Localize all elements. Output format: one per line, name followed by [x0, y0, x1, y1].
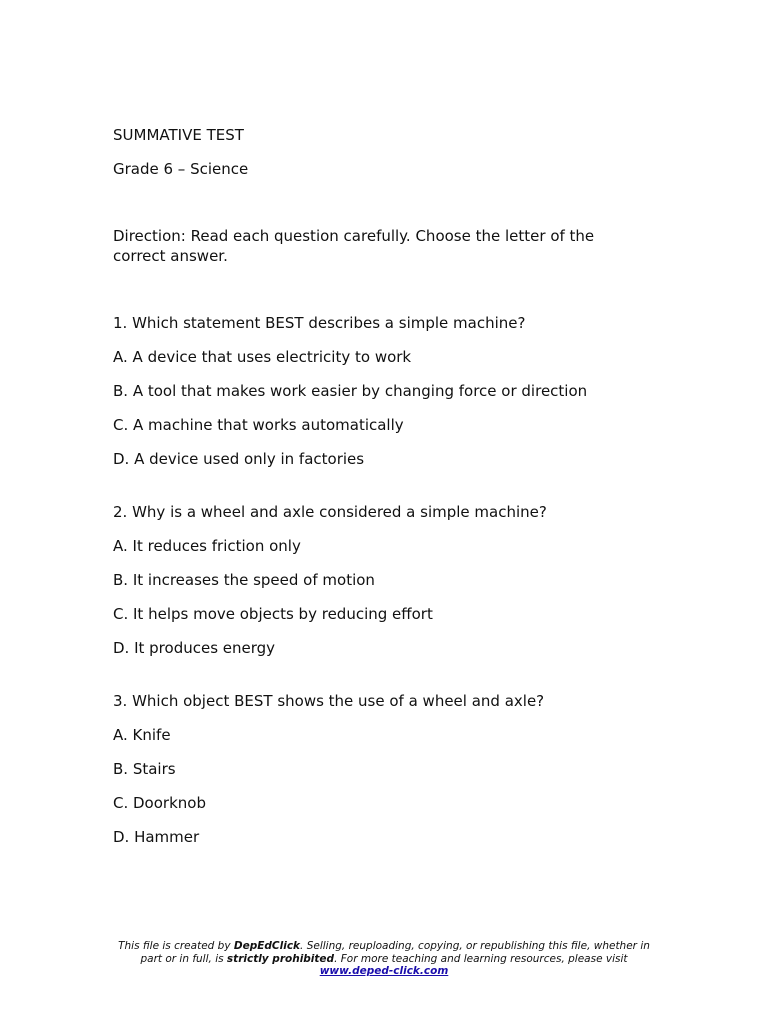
- footer-prohibited: strictly prohibited: [226, 952, 335, 965]
- document-body: [113, 125, 633, 880]
- answer-option: D. A device used only in factories: [113, 450, 365, 468]
- footer-text-3: . For more teaching and learning resources, please visit: [334, 952, 628, 965]
- question-block-2: [113, 502, 633, 658]
- answer-option: A. A device that uses electricity to work: [113, 348, 412, 366]
- answer-option: C. A machine that works automatically: [113, 416, 404, 434]
- test-title: SUMMATIVE TEST: [113, 126, 244, 144]
- question-text: 2. Why is a wheel and axle considered a simple machine?: [113, 503, 547, 521]
- question-text: 1. Which statement BEST describes a simple machine?: [113, 314, 526, 332]
- answer-option: D. It produces energy: [113, 639, 276, 657]
- footer-text-2: . Selling, reuploading, copying, or republishing this file, whether in part or in full, is: [140, 940, 650, 965]
- answer-option: B. A tool that makes work easier by changing force or direction: [113, 382, 588, 400]
- footer-brand: DepEdClick: [233, 940, 301, 952]
- question-block-3: [113, 691, 633, 847]
- answer-option: C. It helps move objects by reducing effort: [113, 605, 433, 623]
- answer-option: B. It increases the speed of motion: [113, 571, 375, 589]
- test-subtitle: Grade 6 – Science: [113, 160, 249, 178]
- answer-option: A. Knife: [113, 726, 171, 744]
- answer-option: C. Doorknob: [113, 794, 206, 812]
- footer-text-1: This file is created by: [118, 940, 234, 952]
- footer-website-link[interactable]: www.deped-click.com: [319, 965, 449, 977]
- question-text: 3. Which object BEST shows the use of a wheel and axle?: [113, 692, 545, 710]
- copyright-footer: [110, 940, 658, 978]
- answer-option: B. Stairs: [113, 760, 176, 778]
- question-block-1: [113, 313, 633, 469]
- test-direction: Direction: Read each question carefully. Choose the letter of the correct answer.: [113, 227, 595, 265]
- answer-option: D. Hammer: [113, 828, 200, 846]
- answer-option: A. It reduces friction only: [113, 537, 301, 555]
